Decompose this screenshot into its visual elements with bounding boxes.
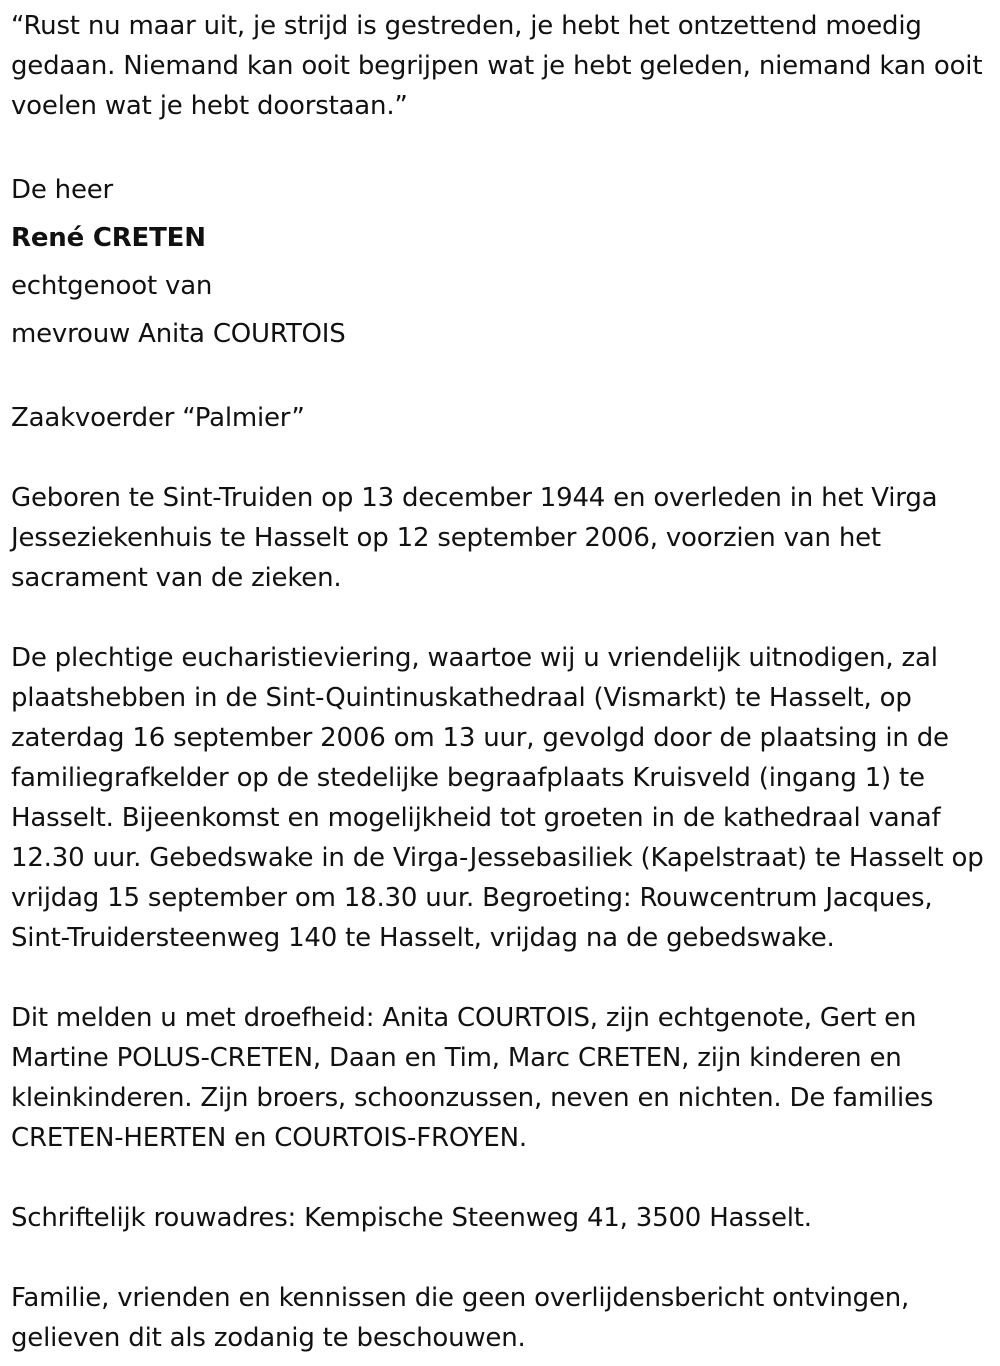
deceased-name: René CRETEN xyxy=(11,223,206,253)
closing-note: Familie, vrienden en kennissen die geen overlijdensbericht ontvingen, gelieven dit als zodanig te beschouwen. xyxy=(11,1283,910,1353)
spacer xyxy=(11,1158,993,1198)
spouse-name: mevrouw Anita COURTOIS xyxy=(11,319,346,349)
spacer xyxy=(11,358,993,398)
spacer xyxy=(11,126,993,166)
spacer xyxy=(11,438,993,478)
birth-death-paragraph: Geboren te Sint-Truiden op 13 december 1944 en overleden in het Virga Jesseziekenhuis te Hasselt op 12 september 2006, voorzien van het sacrament van de zieken. xyxy=(11,483,938,593)
mourning-address: Schriftelijk rouwadres: Kempische Steenweg 41, 3500 Hasselt. xyxy=(11,1203,812,1233)
spacer xyxy=(11,958,993,998)
spacer xyxy=(11,1238,993,1278)
obituary-document xyxy=(11,6,993,1358)
opening-quote: “Rust nu maar uit, je strijd is gestreden, je hebt het ontzettend moedig gedaan. Niemand kan ooit begrijpen wat je hebt geleden, niemand kan ooit voelen wat je hebt doorstaan.” xyxy=(11,11,983,121)
spacer xyxy=(11,598,993,638)
occupation: Zaakvoerder “Palmier” xyxy=(11,403,305,433)
honorific: De heer xyxy=(11,175,114,205)
relation-text: echtgenoot van xyxy=(11,271,213,301)
announcement-paragraph: Dit melden u met droefheid: Anita COURTOIS, zijn echtgenote, Gert en Martine POLUS-CRETEN, Daan en Tim, Marc CRETEN, zijn kinderen en kleinkinderen. Zijn broers, schoonzussen, neven en nichten. De families CRETEN-HERTEN en COURTOIS-FROYEN. xyxy=(11,1003,934,1153)
ceremony-paragraph: De plechtige eucharistieviering, waartoe wij u vriendelijk uitnodigen, zal plaatshebben in de Sint-Quintinuskathedraal (Vismarkt) te Hasselt, op zaterdag 16 september 2006 om 13 uur, gevolgd door de plaatsing in de familiegrafkelder op de stedelijke begraafplaats Kruisveld (ingang 1) te Hasselt. Bijeenkomst en mogelijkheid tot groeten in de kathedraal vanaf 12.30 uur. Gebedswake in de Virga-Jessebasiliek (Kapelstraat) te Hasselt op vrijdag 15 september om 18.30 uur. Begroeting: Rouwcentrum Jacques, Sint-Truidersteenweg 140 te Hasselt, vrijdag na de gebedswake. xyxy=(11,643,984,953)
